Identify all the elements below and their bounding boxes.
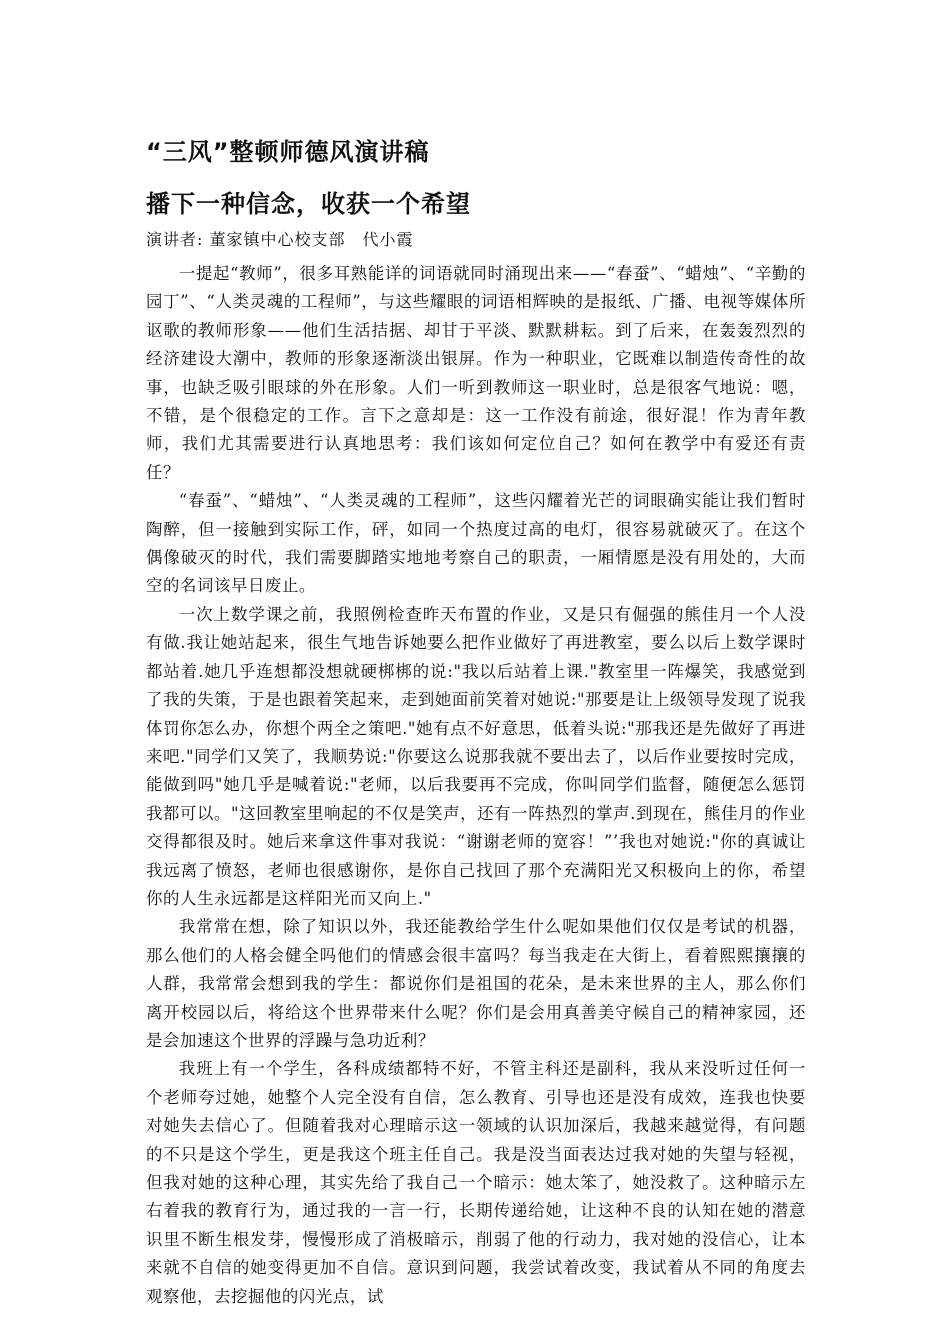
paragraph: 我班上有一个学生，各科成绩都特不好，不管主科还是副科，我从来没听过任何一个老师夸过她，她整个人完全没有自信，怎么教育、引导也还是没有成效，连我也快要对她失去信心了。但随着我对心理暗示这一领域的认识加深后，我越来越觉得，有问题的不只是这个学生，更是我这个班主任自己。我是没当面表达过我对她的失望与轻视，但我对她的这种心理，其实先给了我自己一个暗示：她太笨了，她没救了。这种暗示左右着我的教育行为，通过我的一言一行，长期传递给她，让这种不良的认知在她的潜意识里不断生根发芽，慢慢形成了消极暗示，削弱了他的行动力，我对她的没信心，让本来就不自信的她变得更加不自信。意识到问题，我尝试着改变，我试着从不同的角度去观察他，去挖掘他的闪光点，试 [146, 1059, 806, 1306]
speaker-line: 演讲者: 董家镇中心校支部 代小霞 [146, 230, 414, 249]
document-title: “三风”整顿师德风演讲稿 [146, 138, 430, 166]
document-subtitle: 播下一种信念，收获一个希望 [146, 190, 471, 218]
document-body [146, 260, 806, 1311]
paragraph: 一提起“教师”，很多耳熟能详的词语就同时涌现出来——“春蚕”、“蜡烛”、“辛勤的园丁”、“人类灵魂的工程师”，与这些耀眼的词语相辉映的是报纸、广播、电视等媒体所讴歌的教师形象——他们生活拮据、却甘于平淡、默默耕耘。到了后来，在轰轰烈烈的经济建设大潮中，教师的形象逐渐淡出银屏。作为一种职业，它既难以制造传奇性的故事，也缺乏吸引眼球的外在形象。人们一听到教师这一职业时，总是很客气地说：嗯，不错，是个很稳定的工作。言下之意却是：这一工作没有前途，很好混！作为青年教师，我们尤其需要进行认真地思考：我们该如何定位自己？如何在教学中有爱还有责任？ [146, 264, 806, 482]
paragraph: 我常常在想，除了知识以外，我还能教给学生什么呢如果他们仅仅是考试的机器，那么他们的人格会健全吗他们的情感会很丰富吗？每当我走在大街上，看着熙熙攘攘的人群，我常常会想到我的学生：都说你们是祖国的花朵，是未来世界的主人，那么你们离开校园以后，将给这个世界带来什么呢？你们是会用真善美守候自己的精神家园，还是会加速这个世界的浮躁与急功近利？ [146, 917, 806, 1050]
paragraph: 一次上数学课之前，我照例检查昨天布置的作业，又是只有倔强的熊佳月一个人没有做.我让她站起来，很生气地告诉她要么把作业做好了再进教室，要么以后上数学课时都站着.她几乎连想都没想就硬梆梆的说:"我以后站着上课."教室里一阵爆笑，我感觉到了我的失策，于是也跟着笑起来，走到她面前笑着对她说:"那要是让上级领导发现了说我体罚你怎么办，你想个两全之策吧."她有点不好意思，低着头说:"那我还是先做好了再进来吧."同学们又笑了，我顺势说:"你要这么说那我就不要出去了，以后作业要按时完成，能做到吗"她几乎是喊着说:"老师，以后我要再不完成，你叫同学们监督，随便怎么惩罚我都可以。"这回教室里响起的不仅是笑声，还有一阵热烈的掌声.到现在，熊佳月的作业交得都很及时。她后来拿这件事对我说：“谢谢老师的宽容！”’我也对她说:"你的真诚让我远离了愤怒，老师也很感谢你，是你自己找回了那个充满阳光又积极向上的你，希望你的人生永远都是这样阳光而又向上." [146, 604, 806, 908]
paragraph: “春蚕”、“蜡烛”、“人类灵魂的工程师”，这些闪耀着光芒的词眼确实能让我们暂时陶醉，但一接触到实际工作，砰，如同一个热度过高的电灯，很容易就破灭了。在这个偶像破灭的时代，我们需要脚踏实地地考察自己的职责，一厢情愿是没有用处的，大而空的名词该早日废止。 [146, 491, 806, 596]
